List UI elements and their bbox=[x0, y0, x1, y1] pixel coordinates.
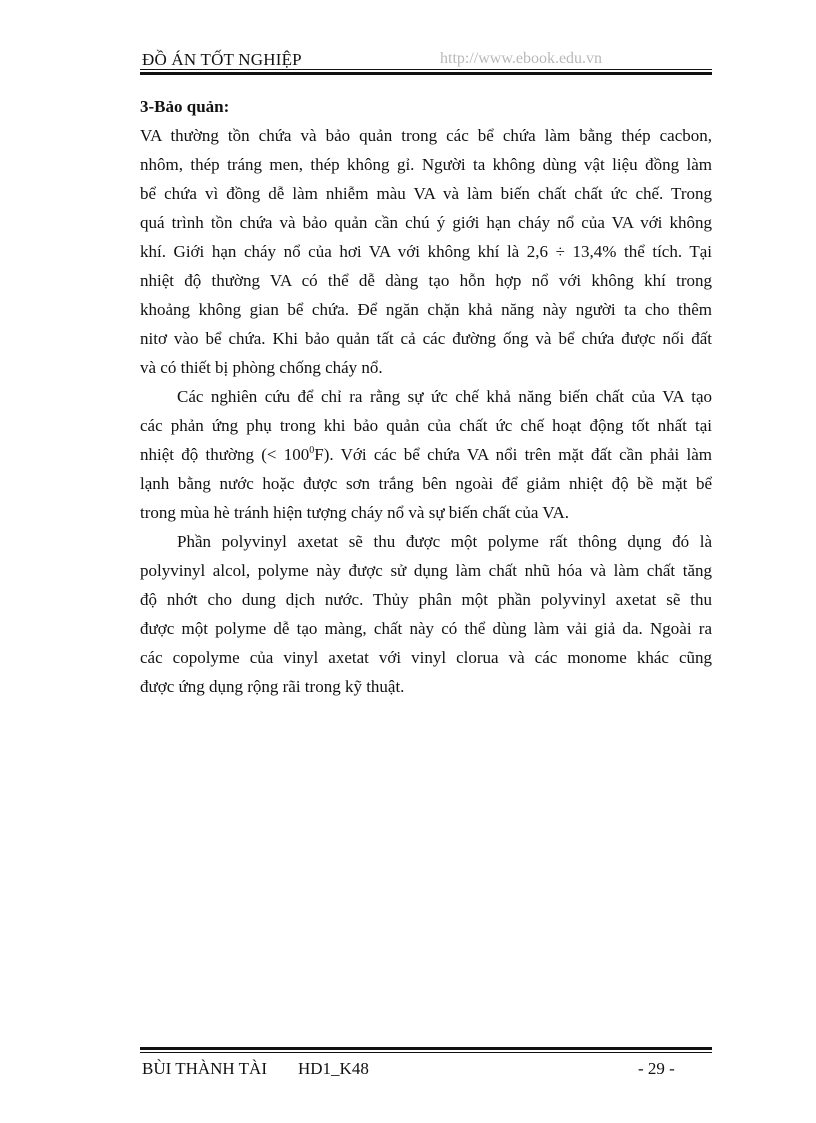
header-url: http://www.ebook.edu.vn bbox=[440, 50, 603, 67]
text-line: Phần polyvinyl axetat sẽ thu được một polyme rất thông dụng đó là bbox=[177, 532, 712, 551]
paragraph-1 bbox=[140, 121, 712, 382]
text-line-with-superscript bbox=[140, 440, 712, 469]
text-line: nhiệt độ thường VA có thể dễ dàng tạo hỗn hợp nổ với không khí trong bbox=[140, 271, 712, 290]
page-number: - 29 - bbox=[638, 1059, 675, 1078]
text-line: polyvinyl alcol, polyme này được sử dụng làm chất nhũ hóa và làm chất tăng bbox=[140, 561, 712, 580]
page-body bbox=[140, 92, 712, 701]
footer-rule-thin bbox=[140, 1052, 712, 1053]
header-rule-top bbox=[140, 69, 712, 70]
text-line: các phản ứng phụ trong khi bảo quản của chất ức chế hoạt động tốt nhất tại bbox=[140, 416, 712, 435]
text-line: các copolyme của vinyl axetat với vinyl clorua và các monome khác cũng bbox=[140, 648, 712, 667]
paragraph-3 bbox=[140, 527, 712, 701]
text-line: trong mùa hè tránh hiện tượng cháy nổ và sự biến chất của VA. bbox=[140, 503, 570, 522]
text-line: Các nghiên cứu để chỉ ra rằng sự ức chế khả năng biến chất của VA tạo bbox=[177, 387, 712, 406]
superscript-degree: 0 bbox=[309, 445, 315, 456]
text-line: được một polyme dễ tạo màng, chất này có thể dùng làm vải giả da. Ngoài ra bbox=[140, 619, 712, 638]
text-line: nitơ vào bể chứa. Khi bảo quản tất cả các đường ống và bể chứa được nối đất bbox=[140, 329, 712, 348]
section-heading: 3-Bảo quản: bbox=[140, 97, 230, 116]
text-line: quá trình tồn chứa và bảo quản cần chú ý giới hạn cháy nổ của VA với không bbox=[140, 213, 712, 232]
text-segment: nhiệt độ thường (< 100 bbox=[140, 445, 310, 464]
text-segment: F). Với các bể chứa VA nổi trên mặt đất cần phải làm bbox=[314, 445, 713, 464]
footer-rule-thick bbox=[140, 1047, 712, 1050]
document-title: ĐỒ ÁN TỐT NGHIỆP bbox=[142, 50, 302, 69]
class-code: HD1_K48 bbox=[298, 1059, 369, 1078]
text-line: VA thường tồn chứa và bảo quản trong các bể chứa làm bằng thép cacbon, bbox=[140, 126, 712, 145]
text-line: được ứng dụng rộng rãi trong kỹ thuật. bbox=[140, 677, 405, 696]
text-line: bể chứa vì đồng dễ làm nhiễm màu VA và làm biến chất chất ức chế. Trong bbox=[140, 184, 712, 203]
text-line: và có thiết bị phòng chống cháy nổ. bbox=[140, 358, 383, 377]
text-line: lạnh bằng nước hoặc được sơn trắng bên ngoài để giảm nhiệt độ bề mặt bể bbox=[140, 474, 712, 493]
paragraph-2 bbox=[140, 382, 712, 527]
text-line: độ nhớt cho dung dịch nước. Thủy phân một phần polyvinyl axetat sẽ thu bbox=[140, 590, 712, 609]
author-name: BÙI THÀNH TÀI bbox=[142, 1059, 267, 1078]
page-header bbox=[140, 48, 712, 78]
header-rule-thick bbox=[140, 72, 712, 75]
text-line: nhôm, thép tráng men, thép không gỉ. Người ta không dùng vật liệu đồng làm bbox=[140, 155, 712, 174]
text-line: khí. Giới hạn cháy nổ của hơi VA với không khí là 2,6 ÷ 13,4% thể tích. Tại bbox=[140, 242, 712, 261]
page-footer bbox=[140, 1045, 712, 1095]
text-line: khoảng không gian bể chứa. Để ngăn chặn khả năng này người ta cho thêm bbox=[140, 300, 712, 319]
